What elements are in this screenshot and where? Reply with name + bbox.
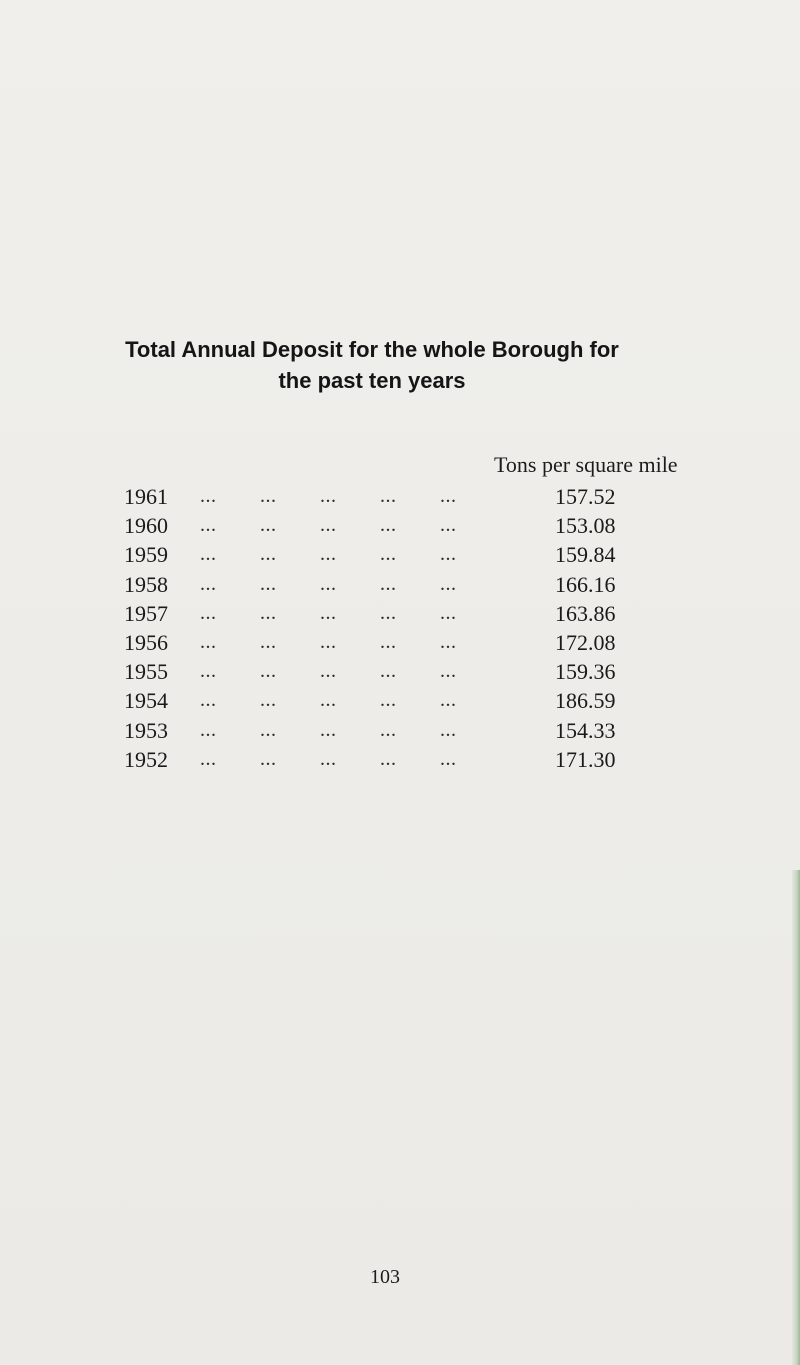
leader-dots: ... <box>320 514 337 537</box>
leader-dots: ... <box>320 485 337 507</box>
page-number: 103 <box>370 1266 400 1288</box>
year-cell: 1956 <box>124 629 168 655</box>
table-row <box>0 628 800 657</box>
leader-dots: ... <box>440 718 457 741</box>
page-edge-shadow <box>792 870 800 1365</box>
unit-column-header: Tons per square mile <box>494 452 678 477</box>
annual-deposit-table <box>0 482 800 774</box>
leader-dots: ... <box>320 543 337 566</box>
table-row <box>0 511 800 540</box>
table-row <box>0 657 800 686</box>
leader-dots: ... <box>320 601 337 624</box>
leader-dots: ... <box>260 660 277 683</box>
leader-dots: ... <box>260 543 277 566</box>
tons-value-cell: 154.33 <box>555 717 616 743</box>
leader-dots: ... <box>260 485 277 507</box>
leader-dots: ... <box>200 718 217 741</box>
dot-leaders <box>200 745 500 774</box>
table-row <box>0 482 800 511</box>
tons-value-cell: 157.52 <box>555 484 616 509</box>
leader-dots: ... <box>260 572 277 595</box>
dot-leaders <box>200 628 500 657</box>
table-row <box>0 745 800 774</box>
dot-leaders <box>200 540 500 569</box>
year-cell: 1952 <box>124 746 168 772</box>
leader-dots: ... <box>440 543 457 566</box>
leader-dots: ... <box>380 747 397 770</box>
year-cell: 1958 <box>124 571 168 597</box>
leader-dots: ... <box>380 601 397 624</box>
table-title <box>112 334 632 396</box>
dot-leaders <box>200 599 500 628</box>
leader-dots: ... <box>440 572 457 595</box>
dot-leaders <box>200 716 500 745</box>
dot-leaders <box>200 570 500 599</box>
leader-dots: ... <box>320 660 337 683</box>
tons-value-cell: 159.84 <box>555 542 616 568</box>
year-cell: 1961 <box>124 484 168 509</box>
year-cell: 1954 <box>124 688 168 714</box>
leader-dots: ... <box>440 660 457 683</box>
leader-dots: ... <box>320 689 337 712</box>
leader-dots: ... <box>260 630 277 653</box>
year-cell: 1953 <box>124 717 168 743</box>
leader-dots: ... <box>200 689 217 712</box>
dot-leaders <box>200 511 500 540</box>
leader-dots: ... <box>200 543 217 566</box>
leader-dots: ... <box>380 485 397 507</box>
leader-dots: ... <box>200 660 217 683</box>
leader-dots: ... <box>320 572 337 595</box>
table-row <box>0 570 800 599</box>
dot-leaders <box>200 686 500 715</box>
leader-dots: ... <box>200 747 217 770</box>
table-row <box>0 540 800 569</box>
leader-dots: ... <box>380 689 397 712</box>
leader-dots: ... <box>260 514 277 537</box>
leader-dots: ... <box>200 485 217 507</box>
tons-value-cell: 186.59 <box>555 688 616 714</box>
leader-dots: ... <box>260 601 277 624</box>
leader-dots: ... <box>380 660 397 683</box>
leader-dots: ... <box>380 718 397 741</box>
leader-dots: ... <box>440 689 457 712</box>
leader-dots: ... <box>440 485 457 507</box>
title-line-1: Total Annual Deposit for the whole Borough for <box>125 337 619 362</box>
leader-dots: ... <box>380 514 397 537</box>
leader-dots: ... <box>380 572 397 595</box>
tons-value-cell: 153.08 <box>555 513 616 539</box>
year-cell: 1957 <box>124 600 168 626</box>
tons-value-cell: 171.30 <box>555 746 616 772</box>
leader-dots: ... <box>200 514 217 537</box>
leader-dots: ... <box>260 689 277 712</box>
leader-dots: ... <box>260 718 277 741</box>
leader-dots: ... <box>440 747 457 770</box>
tons-value-cell: 159.36 <box>555 659 616 685</box>
leader-dots: ... <box>440 630 457 653</box>
leader-dots: ... <box>380 630 397 653</box>
leader-dots: ... <box>200 601 217 624</box>
tons-value-cell: 166.16 <box>555 571 616 597</box>
tons-value-cell: 163.86 <box>555 600 616 626</box>
dot-leaders <box>200 657 500 686</box>
leader-dots: ... <box>260 747 277 770</box>
table-row <box>0 716 800 745</box>
leader-dots: ... <box>380 543 397 566</box>
year-cell: 1955 <box>124 659 168 685</box>
leader-dots: ... <box>440 514 457 537</box>
leader-dots: ... <box>320 718 337 741</box>
leader-dots: ... <box>440 601 457 624</box>
leader-dots: ... <box>320 630 337 653</box>
dot-leaders <box>200 482 500 511</box>
table-row <box>0 599 800 628</box>
year-cell: 1960 <box>124 513 168 539</box>
leader-dots: ... <box>200 572 217 595</box>
tons-value-cell: 172.08 <box>555 629 616 655</box>
title-line-2: the past ten years <box>278 368 466 393</box>
leader-dots: ... <box>320 747 337 770</box>
year-cell: 1959 <box>124 542 168 568</box>
leader-dots: ... <box>200 630 217 653</box>
table-row <box>0 686 800 715</box>
